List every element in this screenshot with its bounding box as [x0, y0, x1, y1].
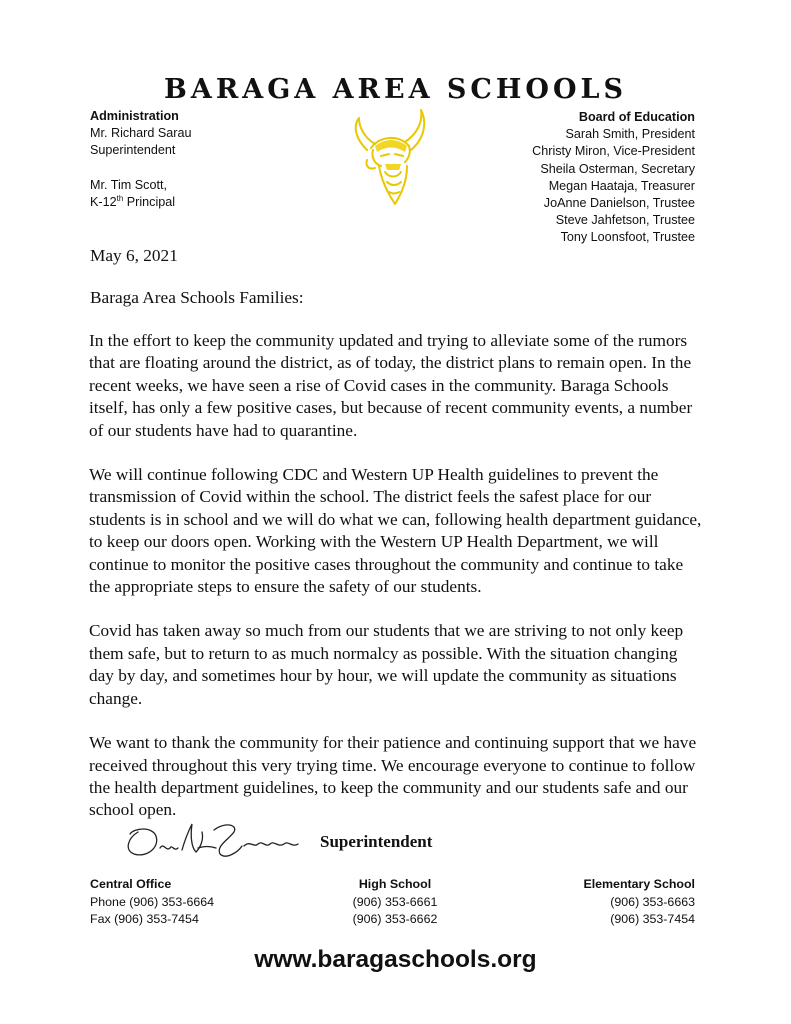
- signature-icon: [120, 818, 320, 866]
- paragraph: In the effort to keep the community updated and trying to alleviate some of the rumors that are floating around the district, as of today, the district plans to remain open. In the recent weeks, we have seen a rise of Covid cases in the community. Baraga Schools itself, has only a few positive cases, but because of recent community events, a number of our students have had to quarantine.: [89, 331, 693, 440]
- letter-date: May 6, 2021: [90, 246, 178, 265]
- board-member: Megan Haataja, Treasurer: [548, 178, 695, 193]
- principal-title: K-12th Principal: [90, 193, 176, 209]
- elementary-school-phone: (906) 353-7454: [610, 912, 695, 926]
- elementary-school-heading: Elementary School: [583, 877, 695, 891]
- board-heading: Board of Education: [578, 110, 695, 124]
- board-member: JoAnne Danielson, Trustee: [543, 196, 695, 211]
- central-office-phone: Phone (906) 353-6664: [90, 894, 215, 909]
- superintendent-title: Superintendent: [90, 143, 176, 158]
- administration-heading: Administration: [90, 109, 179, 123]
- board-member: Sarah Smith, President: [565, 127, 695, 142]
- signature-title: Superintendent: [320, 832, 433, 851]
- paragraph: We want to thank the community for their patience and continuing support that we have received throughout this very trying time. We encourage everyone to continue to follow the health department guidelines, to keep the community and our students safe and our school open.: [89, 733, 697, 820]
- website-link[interactable]: www.baragaschools.org: [254, 946, 537, 973]
- high-school-phone: (906) 353-6661: [352, 894, 438, 909]
- board-member: Christy Miron, Vice-President: [532, 144, 695, 159]
- elementary-school-contact: [495, 876, 695, 929]
- elementary-school-phone: (906) 353-6663: [610, 894, 695, 909]
- letterhead-title: BARAGA AREA SCHOOLS: [164, 74, 627, 105]
- administration-block: [90, 108, 350, 211]
- central-office-heading: Central Office: [90, 877, 172, 891]
- board-member: Sheila Osterman, Secretary: [540, 161, 695, 176]
- central-office-contact: [90, 876, 214, 929]
- board-member: Tony Loonsfoot, Trustee: [560, 230, 695, 245]
- board-of-education-block: [395, 109, 695, 247]
- paragraph: We will continue following CDC and Western UP Health guidelines to prevent the transmission of Covid within the school. The district feels the safest place for our students is in school and we will do what we can, following health department guidance, to keep our doors open. Working with the Western UP Health Department, we will continue to monitor the positive cases throughout the community and continue to take the appropriate steps to ensure the safety of our students.: [89, 465, 702, 597]
- letter-body: [89, 330, 704, 844]
- superintendent-name: Mr. Richard Sarau: [90, 126, 192, 141]
- principal-name: Mr. Tim Scott,: [90, 177, 167, 192]
- central-office-fax: Fax (906) 353-7454: [90, 912, 199, 926]
- high-school-contact: [350, 876, 440, 929]
- high-school-phone: (906) 353-6662: [352, 912, 438, 926]
- paragraph: Covid has taken away so much from our students that we are striving to not only keep them safe, but to return to as much normalcy as possible. With the situation changing day by day, and sometimes hour by hour, we will update the community as situations change.: [89, 621, 684, 708]
- high-school-heading: High School: [358, 877, 432, 891]
- letter-greeting: Baraga Area Schools Families:: [90, 288, 304, 307]
- board-member: Steve Jahfetson, Trustee: [555, 213, 695, 228]
